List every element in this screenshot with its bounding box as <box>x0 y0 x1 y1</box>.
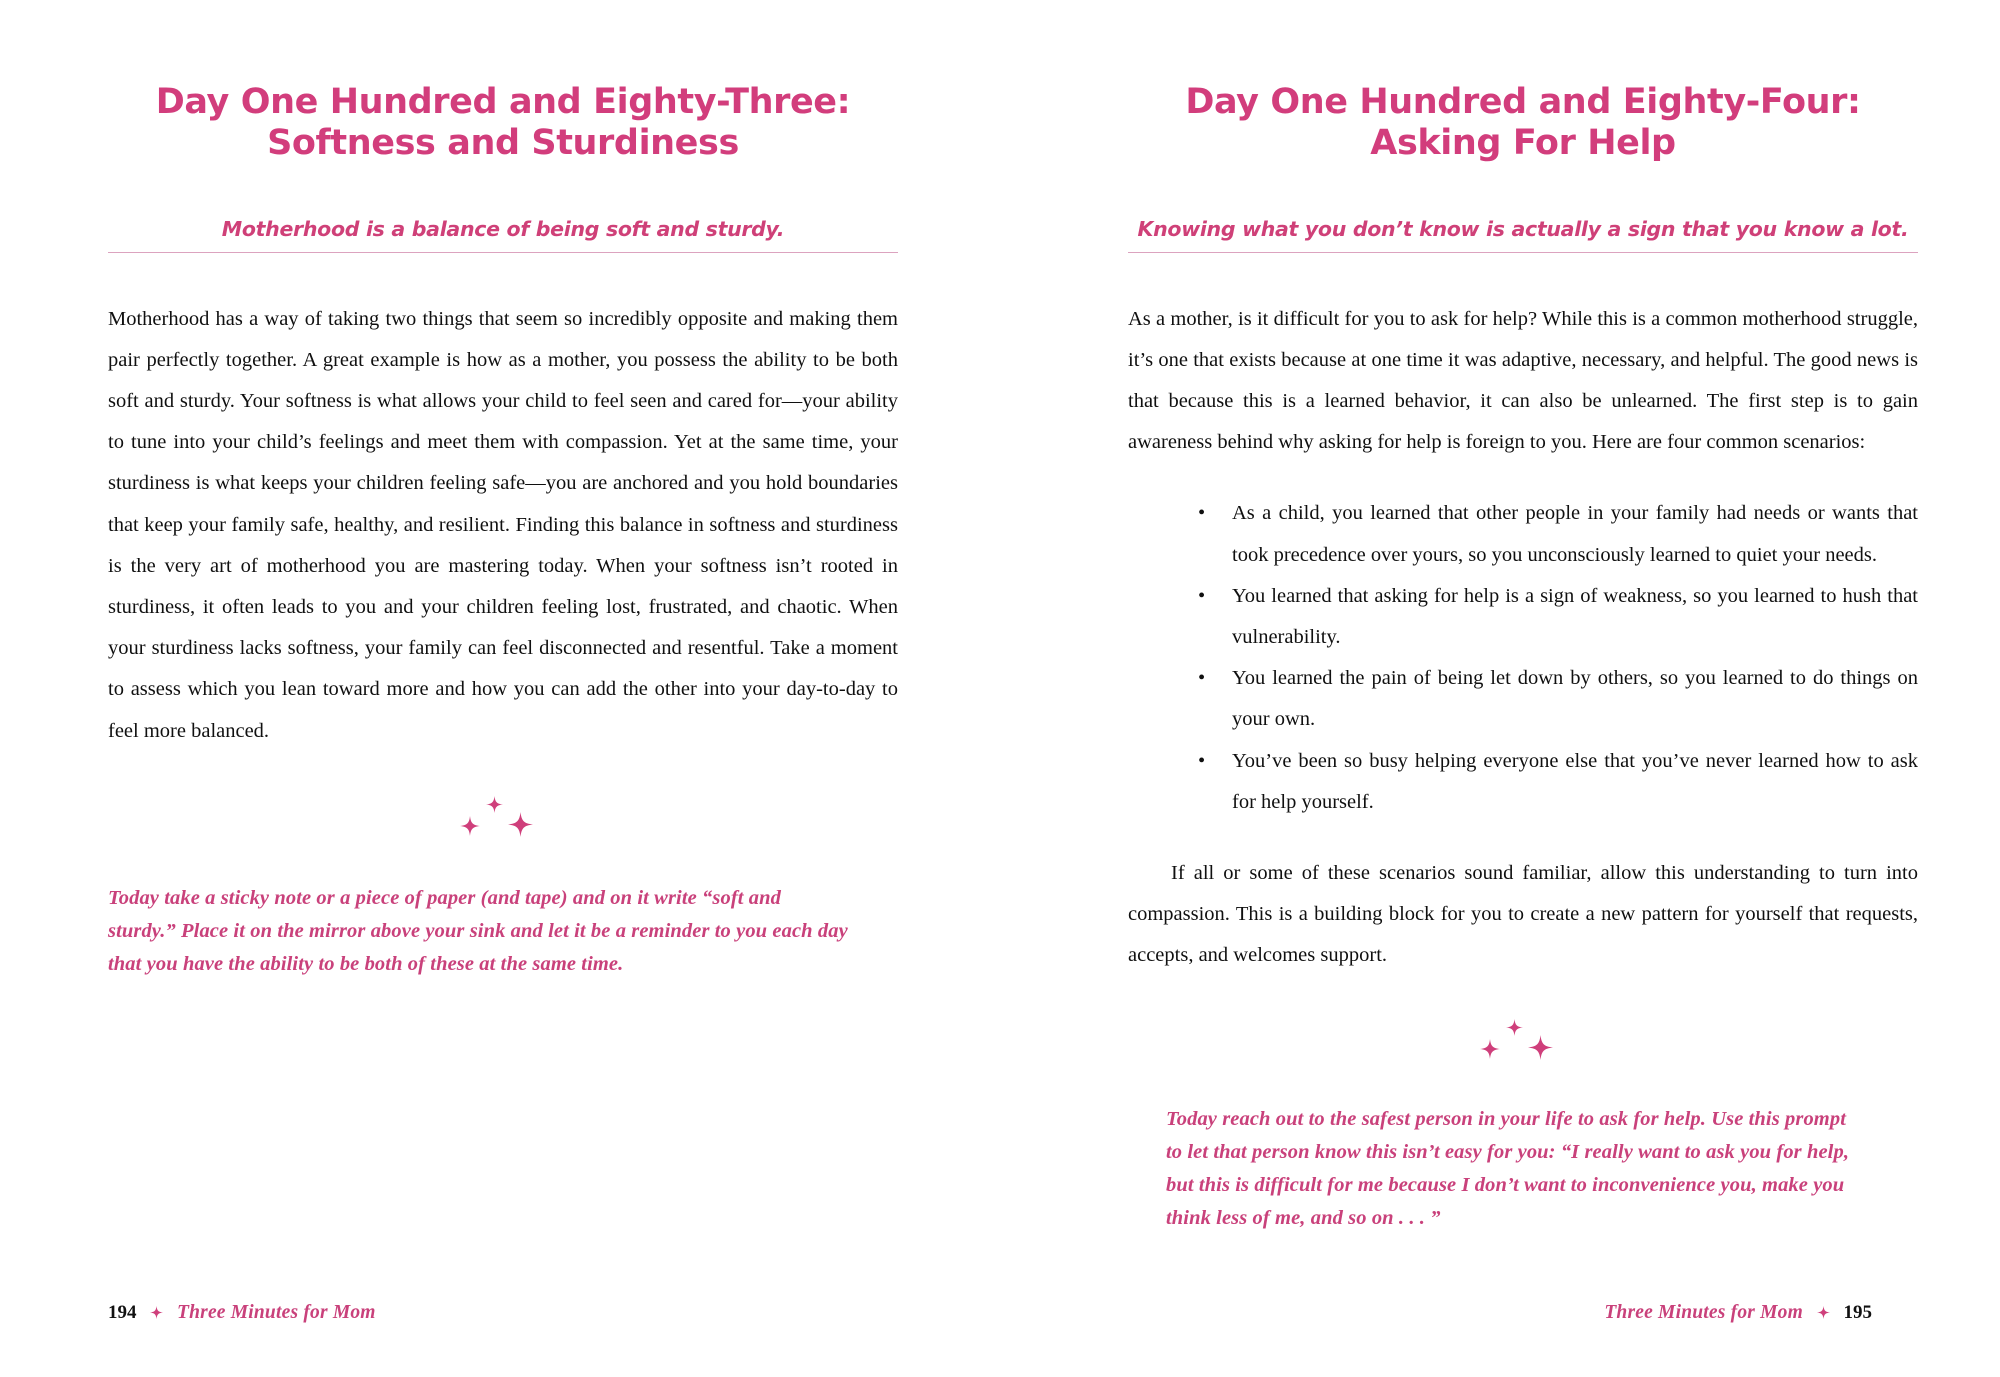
right-prompt-text: Today reach out to the safest person in your life to ask for help. Use this prompt to let that person know this isn’t easy for you: “I really want to ask you for help, but this is difficult for me because I don’t want to inconvenience you, make you think less of me, and so on . . . ” <box>1166 1107 1850 1230</box>
bullet-icon: • <box>1198 667 1206 690</box>
bullet-icon: • <box>1198 584 1206 607</box>
list-item-text: As a child, you learned that other people in your family had needs or wants that took precedence over yours, so you unconsciously learned to quiet your needs. <box>1232 502 1918 566</box>
left-divider-rule <box>108 252 898 253</box>
bullet-icon: • <box>1198 502 1206 525</box>
left-subtitle-block <box>108 217 898 253</box>
left-title-line-2: Softness and Sturdiness <box>267 123 739 164</box>
sparkle-icon <box>486 796 503 813</box>
list-item-text: You learned that asking for help is a sign of weakness, so you learned to hush that vulnerability. <box>1232 584 1918 649</box>
left-body-paragraph: Motherhood has a way of taking two things that seem so incredibly opposite and making them pair perfectly together. A great example is how as a mother, you possess the ability to be both soft and sturdy. Your softness is what allows your child to feel seen and cared for—your ability to tune into your child’s feelings and meet them with compassion. Yet at the same time, your sturdiness is what keeps your children feeling safe—you are anchored and you hold boundaries that keep your family safe, healthy, and resilient. Finding this balance in softness and sturdiness is the very art of motherhood you are mastering today. When your softness isn’t rooted in sturdiness, it often leads to you and your children feeling lost, frustrated, and chaotic. When your sturdiness lacks softness, your family can feel disconnected and resentful. Take a moment to assess which you lean toward more and how you can add the other into your day-to-day to feel more balanced. <box>108 307 898 742</box>
left-page-content <box>108 70 898 981</box>
sparkle-icon <box>508 812 533 837</box>
right-footer-book-title: Three Minutes for Mom <box>1604 1302 1803 1324</box>
sparkle-icon <box>1480 1039 1500 1059</box>
right-title-line-1: Day One Hundred and Eighty-Four: <box>1185 82 1861 122</box>
list-item <box>1196 658 1918 740</box>
left-prompt-text: Today take a sticky note or a piece of paper (and tape) and on it write “soft and sturdy.” Place it on the mirror above your sink and let it be a reminder to you each day that you have the ability to be both of these at the same time. <box>108 886 848 976</box>
list-item <box>1196 741 1918 823</box>
left-title-line-1: Day One Hundred and Eighty-Three: <box>155 82 851 122</box>
left-body-copy <box>108 299 898 752</box>
sparkle-icon <box>460 816 480 836</box>
list-item <box>1196 493 1918 575</box>
right-sparkle-ornament <box>1128 1019 1918 1069</box>
left-page-footer <box>108 1302 376 1325</box>
left-page-title <box>108 70 898 165</box>
left-daily-prompt <box>108 882 848 982</box>
sparkle-icon <box>1506 1019 1523 1036</box>
sparkle-icon <box>150 1303 163 1325</box>
right-body-outro <box>1128 853 1918 977</box>
left-page-number: 194 <box>108 1302 137 1324</box>
right-subtitle: Knowing what you don’t know is actually a sign that you know a lot. <box>1137 216 1909 241</box>
right-page-footer <box>1604 1302 1872 1325</box>
bullet-icon: • <box>1198 749 1206 772</box>
right-title-line-2: Asking For Help <box>1370 123 1676 164</box>
right-page-number: 195 <box>1843 1302 1872 1324</box>
list-item-text: You’ve been so busy helping everyone else that you’ve never learned how to ask for help yourself. <box>1232 749 1918 813</box>
right-intro-paragraph: As a mother, is it difficult for you to ask for help? While this is a common motherhood struggle, it’s one that exists because at one time it was adaptive, necessary, and helpful. The good news is that because this is a learned behavior, it can also be unlearned. The first step is to gain awareness behind why asking for help is foreign to you. Here are four common scenarios: <box>1128 307 1918 454</box>
list-item <box>1196 576 1918 658</box>
right-outro-paragraph: If all or some of these scenarios sound familiar, allow this understanding to turn into compassion. This is a building block for you to create a new pattern for yourself that requests, accepts, and welcomes support. <box>1128 862 1918 967</box>
right-page-title <box>1128 70 1918 165</box>
right-daily-prompt <box>1166 1103 1866 1236</box>
right-page-content <box>1128 70 1918 1235</box>
right-divider-rule <box>1128 252 1918 253</box>
list-item-text: You learned the pain of being let down by others, so you learned to do things on your own. <box>1232 667 1918 731</box>
sparkle-icon <box>1528 1035 1553 1060</box>
scenarios-list <box>1128 493 1918 823</box>
left-subtitle: Motherhood is a balance of being soft and sturdy. <box>221 216 785 241</box>
right-page <box>1000 0 2000 1377</box>
right-body-intro <box>1128 299 1918 464</box>
sparkle-icon <box>1817 1303 1830 1325</box>
right-subtitle-block <box>1128 217 1918 253</box>
left-sparkle-ornament <box>108 796 898 846</box>
left-footer-book-title: Three Minutes for Mom <box>177 1302 376 1324</box>
